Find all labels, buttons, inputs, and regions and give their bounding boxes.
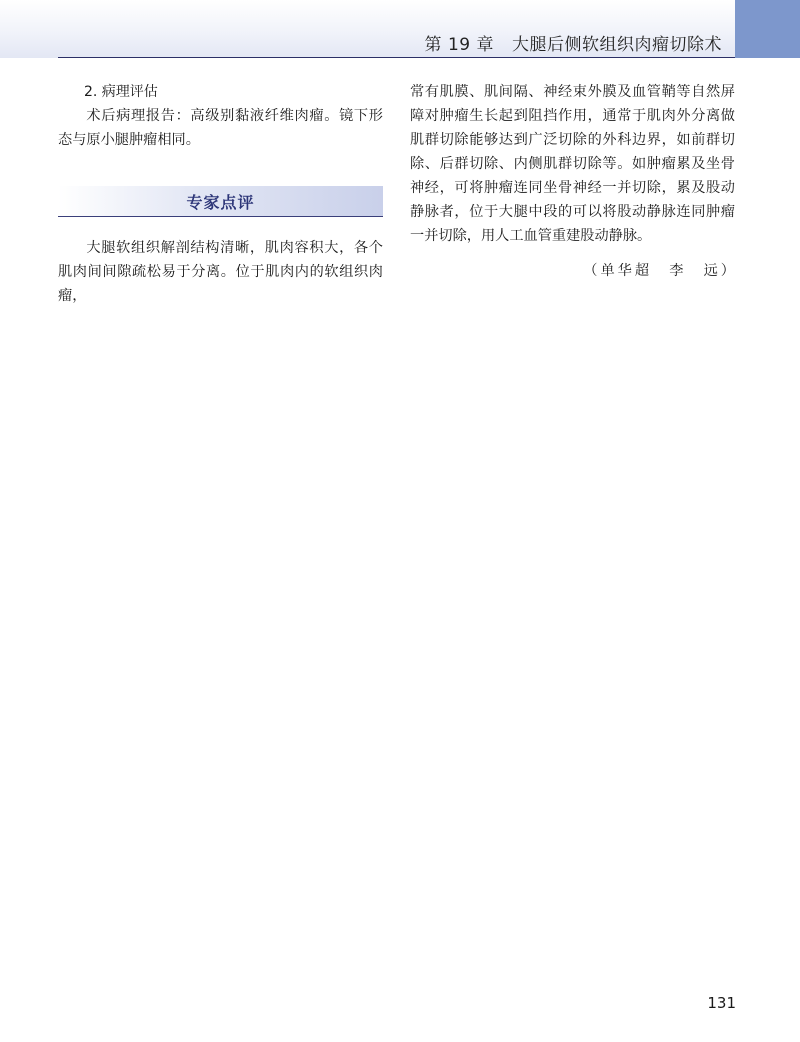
section-heading: 2. 病理评估 [84, 84, 158, 100]
page-number: 131 [707, 994, 736, 1012]
expert-review-banner [58, 186, 383, 217]
right-column [410, 80, 735, 248]
chapter-title: 大腿后侧软组织肉瘤切除术 [512, 35, 722, 55]
header-rule [58, 57, 735, 58]
expert-paragraph-right: 常有肌膜、肌间隔、神经束外膜及血管鞘等自然屏障对肿瘤生长起到阻挡作用，通常于肌肉外分离做肌群切除能够达到广泛切除的外科边界，如前群切除、后群切除、内侧肌群切除等。如肿瘤累及坐骨神经，可将肿瘤连同坐骨神经一并切除，累及股动静脉者，位于大腿中段的可以将股动静脉连同肿瘤一并切除，用人工血管重建股动静脉。 [410, 84, 735, 244]
author-credit: （单华超 李 远） [583, 263, 738, 279]
left-column [58, 80, 383, 152]
pathology-paragraph: 术后病理报告：高级别黏液纤维肉瘤。镜下形态与原小腿肿瘤相同。 [58, 108, 383, 148]
expert-review-left [58, 236, 383, 308]
expert-review-title: 专家点评 [186, 193, 255, 212]
running-header [425, 30, 722, 55]
expert-paragraph-left: 大腿软组织解剖结构清晰，肌肉容积大，各个肌肉间间隙疏松易于分离。位于肌肉内的软组织肉瘤， [58, 240, 383, 304]
chapter-tab [735, 0, 800, 58]
chapter-number: 第 19 章 [424, 35, 494, 55]
